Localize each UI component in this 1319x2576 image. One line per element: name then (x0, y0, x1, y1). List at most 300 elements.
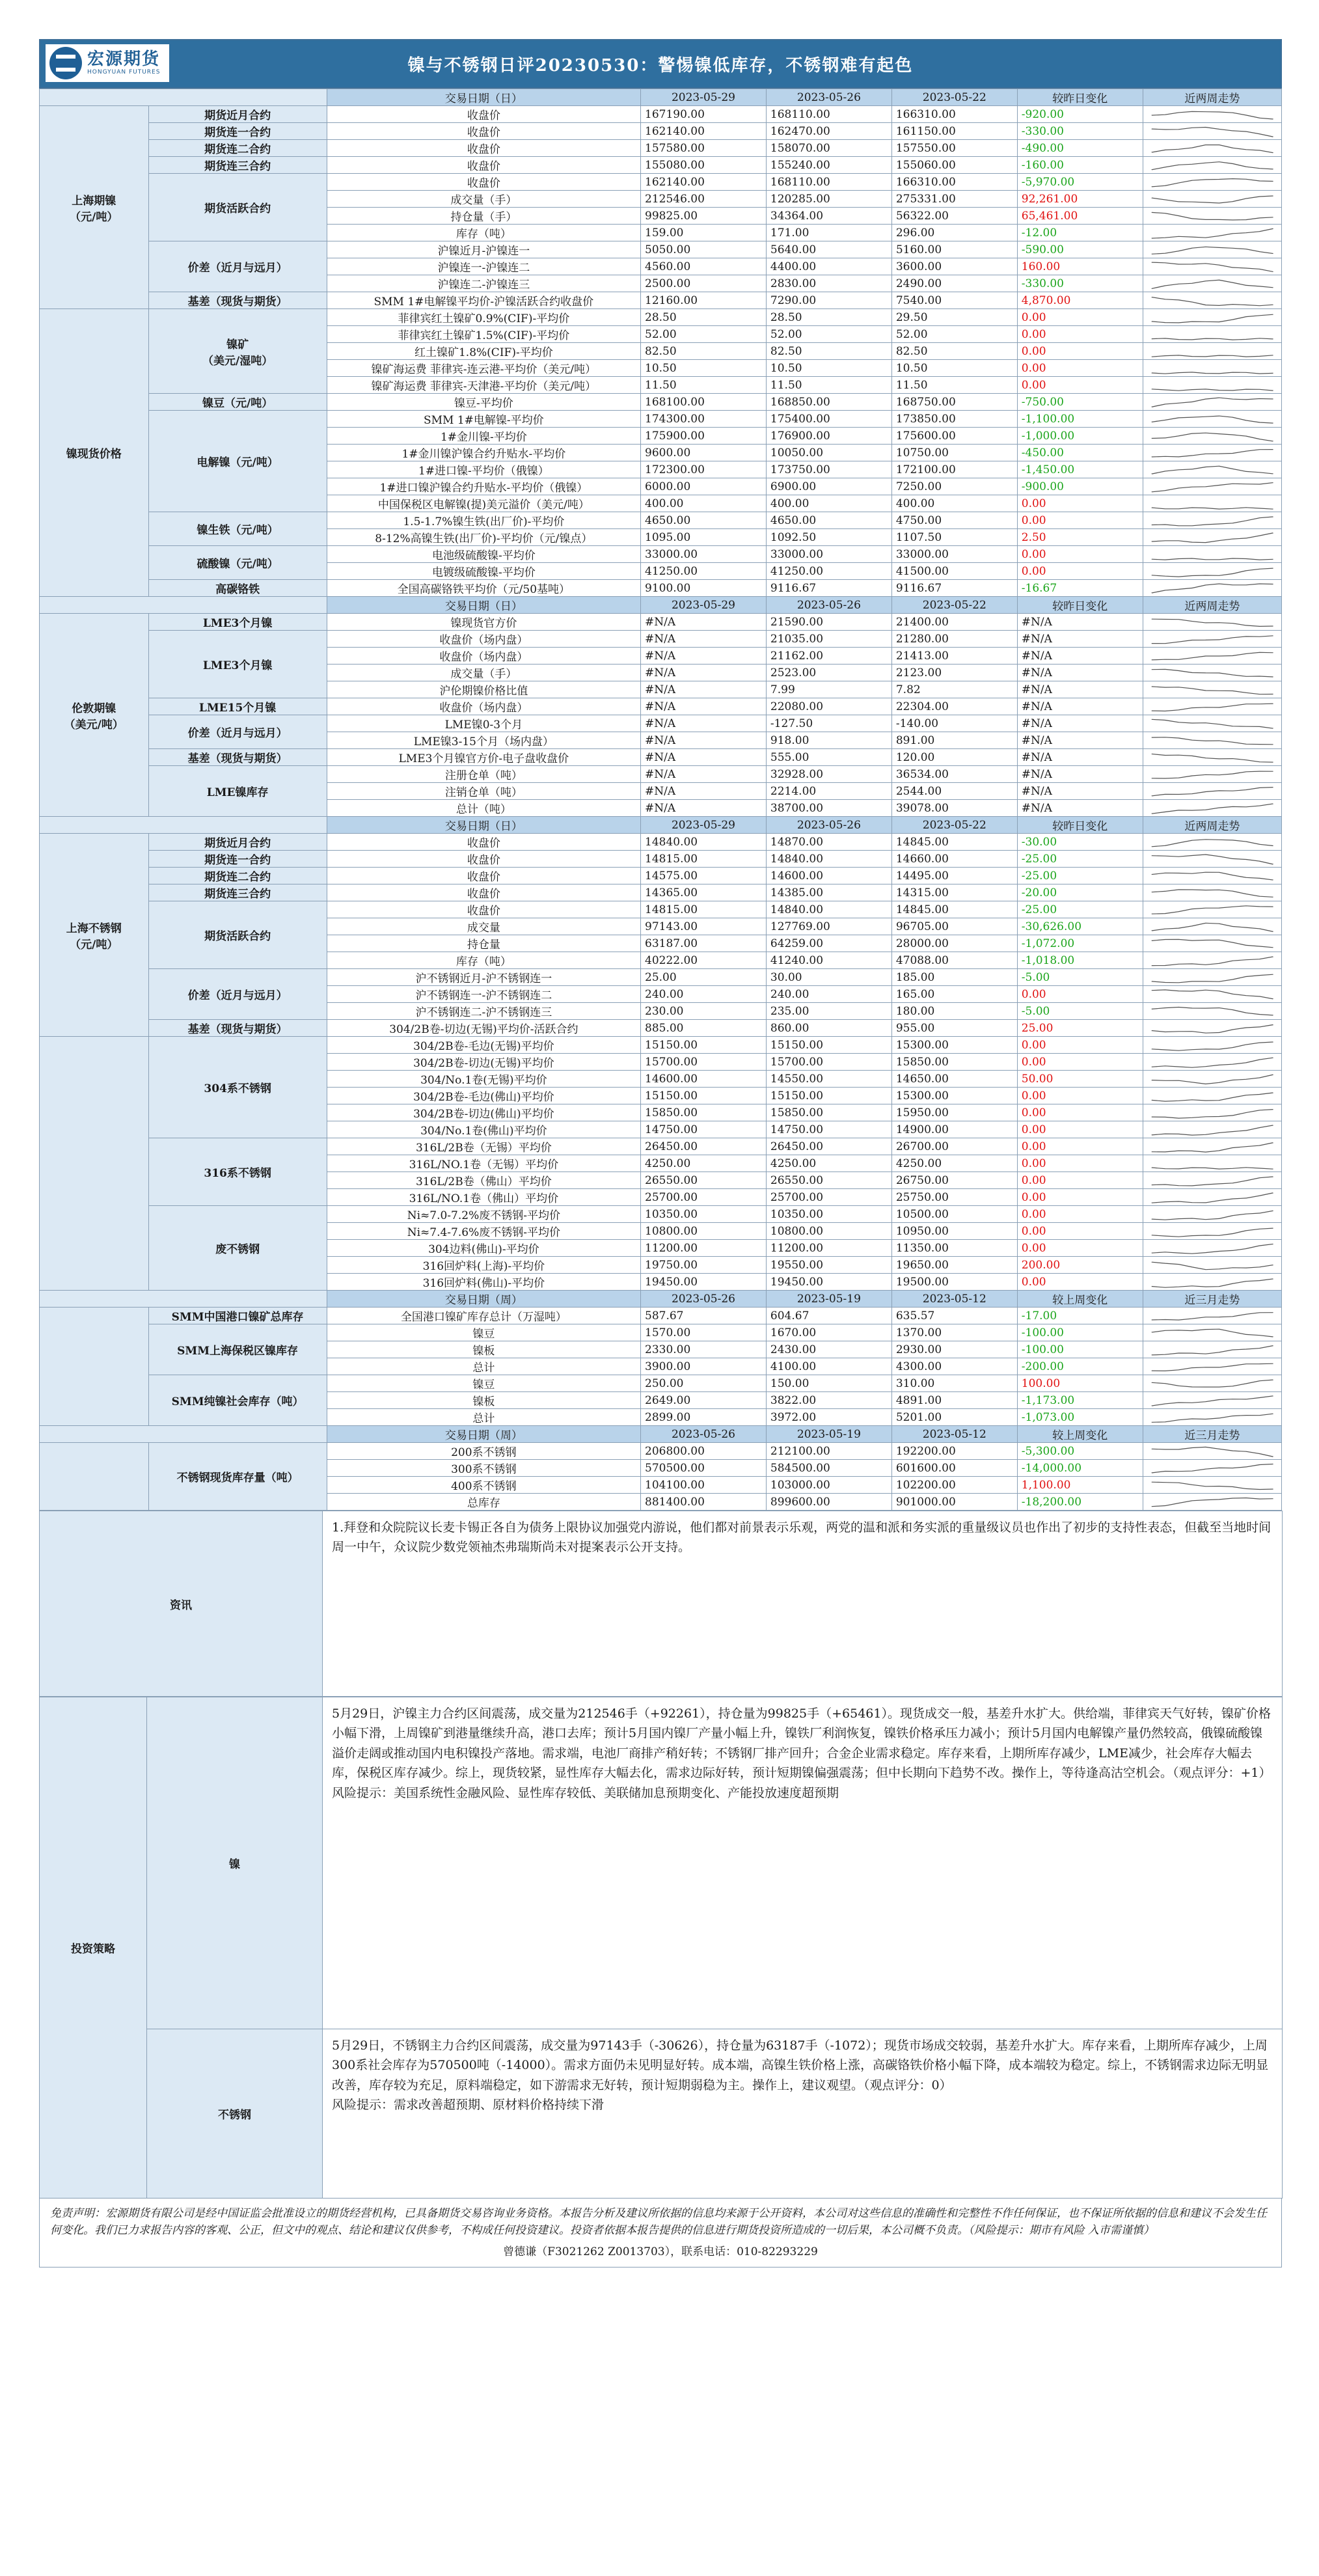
table-header-row (40, 597, 1282, 614)
value-cell: 4891.00 (891, 1392, 1017, 1409)
trend-sparkline (1143, 377, 1281, 394)
value-cell: 899600.00 (766, 1494, 891, 1511)
trend-sparkline (1143, 191, 1281, 208)
value-cell: 310.00 (891, 1375, 1017, 1392)
strategy-stainless-label: 不锈钢 (147, 2029, 323, 2199)
category-label: 304系不锈钢 (148, 1037, 327, 1138)
change-cell: 0.00 (1017, 326, 1143, 343)
item-name: 持仓量 (327, 935, 640, 952)
value-cell: 881400.00 (641, 1494, 767, 1511)
value-cell: 11.50 (891, 377, 1017, 394)
value-cell: 120285.00 (766, 191, 891, 208)
value-cell: 15150.00 (766, 1037, 891, 1054)
group-label: 上海期镍 （元/吨） (40, 106, 149, 309)
trend-sparkline (1143, 1494, 1281, 1511)
logo-icon (49, 47, 82, 79)
value-cell: 172100.00 (891, 461, 1017, 478)
value-cell: -127.50 (766, 715, 891, 732)
table-row (40, 631, 1282, 648)
disclaimer: 免责声明：宏源期货有限公司是经中国证监会批准设立的期货经营机构，已具备期货交易咨询业务资格。本报告分析及建议所依据的信息均来源于公开资料，本公司对这些信息的准确性和完整性不作任何保证，也不保证所依据的信息和建议不会发生任何变化。我们已力求报告内容的客观、公正，但文中的观点、结论和建议仅供参考，不构成任何投资建议。投资者依据本报告提供的信息进行期货投资所造成的一切后果，本公司概不负责。（风险提示：期市有风险 入市需谨慎） (50, 2207, 1267, 2238)
change-cell: 0.00 (1017, 1240, 1143, 1257)
change-cell: 0.00 (1017, 1037, 1143, 1054)
change-cell: -5.00 (1017, 969, 1143, 986)
value-cell: 28.50 (641, 309, 767, 326)
change-cell: #N/A (1017, 800, 1143, 817)
trend-sparkline (1143, 851, 1281, 868)
value-cell: 167190.00 (641, 106, 767, 123)
table-row (40, 546, 1282, 563)
value-cell: 3972.00 (766, 1409, 891, 1426)
trend-sparkline (1143, 766, 1281, 783)
value-cell: 6900.00 (766, 478, 891, 495)
change-cell: 0.00 (1017, 343, 1143, 360)
item-name: 沪镍连一-沪镍连二 (327, 258, 640, 275)
value-cell: 63187.00 (641, 935, 767, 952)
value-cell: 1107.50 (891, 529, 1017, 546)
change-cell: -25.00 (1017, 851, 1143, 868)
value-cell: 99825.00 (641, 208, 767, 225)
group-label: 镍现货价格 (40, 309, 149, 597)
value-cell: 1370.00 (891, 1324, 1017, 1341)
value-cell: 9100.00 (641, 580, 767, 597)
value-cell: 21400.00 (891, 614, 1017, 631)
trend-sparkline (1143, 563, 1281, 580)
header-cell: 2023-05-19 (766, 1291, 891, 1308)
value-cell: 2830.00 (766, 275, 891, 292)
value-cell: 10.50 (766, 360, 891, 377)
value-cell: 9116.67 (766, 580, 891, 597)
change-cell: 0.00 (1017, 1138, 1143, 1155)
value-cell: 14660.00 (891, 851, 1017, 868)
category-label: 期货活跃合约 (148, 901, 327, 969)
change-cell: -920.00 (1017, 106, 1143, 123)
strategy-nickel-text: 5月29日，沪镍主力合约区间震荡，成交量为212546手（+92261），持仓量为99825手（+65461）。现货成交一般，基差升水扩大。供给端，菲律宾天气好转，镍矿价格小幅下滑，上周镍矿到港量继续升高，港口去库；预计5月国内镍厂产量小幅上升，镍铁厂利润恢复，镍铁价格承压力减小；预计5月国内电解镍产量仍然较高，俄镍硫酸镍溢价走阔或推动国内电积镍投产落地。需求端，电池厂商排产稍好转；不锈钢厂排产回升；合金企业需求稳定。库存来看，上期所库存减少，LME减少，社会库存大幅去库，保税区库存减少。综上，现货较紧，显性库存大幅去化，需求边际好转，预计短期镍偏强震荡；但中长期向下趋势不改。操作上，等待逢高沽空机会。（观点评分：+1） 风险提示：美国系统性金融风险、显性库存较低、美联储加息预期变化、产能投放速度超预期 (323, 1697, 1283, 2029)
change-cell: 0.00 (1017, 1121, 1143, 1138)
item-name: 316L/NO.1卷（佛山）平均价 (327, 1189, 640, 1206)
trend-sparkline (1143, 986, 1281, 1003)
value-cell: 172300.00 (641, 461, 767, 478)
change-cell: -18,200.00 (1017, 1494, 1143, 1511)
change-cell: 1,100.00 (1017, 1477, 1143, 1494)
value-cell: 161150.00 (891, 123, 1017, 140)
value-cell: 26450.00 (641, 1138, 767, 1155)
value-cell: 250.00 (641, 1375, 767, 1392)
trend-sparkline (1143, 1003, 1281, 1020)
value-cell: 4560.00 (641, 258, 767, 275)
value-cell: 14815.00 (641, 901, 767, 918)
header-cell: 近三月走势 (1143, 1426, 1281, 1443)
trend-sparkline (1143, 580, 1281, 597)
value-cell: 64259.00 (766, 935, 891, 952)
header-cell: 2023-05-22 (891, 89, 1017, 106)
trend-sparkline (1143, 309, 1281, 326)
trend-sparkline (1143, 1257, 1281, 1274)
table-row (40, 851, 1282, 868)
value-cell: 14840.00 (766, 851, 891, 868)
trend-sparkline (1143, 1308, 1281, 1324)
value-cell: 21590.00 (766, 614, 891, 631)
header-cell: 2023-05-29 (641, 817, 767, 834)
header-cell: 较上周变化 (1017, 1426, 1143, 1443)
trend-sparkline (1143, 428, 1281, 445)
value-cell: #N/A (641, 698, 767, 715)
change-cell: 0.00 (1017, 1104, 1143, 1121)
change-cell: #N/A (1017, 681, 1143, 698)
value-cell: 4650.00 (766, 512, 891, 529)
trend-sparkline (1143, 512, 1281, 529)
value-cell: 5160.00 (891, 241, 1017, 258)
trend-sparkline (1143, 529, 1281, 546)
value-cell: 15150.00 (641, 1037, 767, 1054)
value-cell: 165.00 (891, 986, 1017, 1003)
table-row (40, 766, 1282, 783)
change-cell: -200.00 (1017, 1358, 1143, 1375)
category-label: SMM中国港口镍矿总库存 (148, 1308, 327, 1324)
value-cell: #N/A (641, 783, 767, 800)
value-cell: 25750.00 (891, 1189, 1017, 1206)
category-label: LME镍库存 (148, 766, 327, 817)
header-cell: 2023-05-19 (766, 1426, 891, 1443)
value-cell: 96705.00 (891, 918, 1017, 935)
table-row (40, 241, 1282, 258)
trend-sparkline (1143, 546, 1281, 563)
trend-sparkline (1143, 800, 1281, 817)
header-cell: 交易日期（日） (327, 89, 640, 106)
value-cell: 41250.00 (641, 563, 767, 580)
value-cell: 15850.00 (766, 1104, 891, 1121)
table-row (40, 1020, 1282, 1037)
value-cell: 14365.00 (641, 884, 767, 901)
change-cell: -12.00 (1017, 225, 1143, 241)
trend-sparkline (1143, 1071, 1281, 1088)
value-cell: 14900.00 (891, 1121, 1017, 1138)
item-name: 成交量（手） (327, 665, 640, 681)
change-cell: #N/A (1017, 732, 1143, 749)
change-cell: 0.00 (1017, 1155, 1143, 1172)
item-name: 总计（吨） (327, 800, 640, 817)
value-cell: 166310.00 (891, 106, 1017, 123)
value-cell: 22080.00 (766, 698, 891, 715)
header-cell: 2023-05-12 (891, 1291, 1017, 1308)
value-cell: 102200.00 (891, 1477, 1017, 1494)
value-cell: 11350.00 (891, 1240, 1017, 1257)
table-row (40, 512, 1282, 529)
value-cell: 7290.00 (766, 292, 891, 309)
change-cell: -490.00 (1017, 140, 1143, 157)
item-name: 304/No.1卷(佛山)平均价 (327, 1121, 640, 1138)
change-cell: -1,073.00 (1017, 1409, 1143, 1426)
value-cell: 11200.00 (641, 1240, 767, 1257)
value-cell: 885.00 (641, 1020, 767, 1037)
item-name: 收盘价 (327, 884, 640, 901)
trend-sparkline (1143, 123, 1281, 140)
change-cell: -1,100.00 (1017, 411, 1143, 428)
value-cell: 10800.00 (641, 1223, 767, 1240)
category-label: 基差（现货与期货） (148, 1020, 327, 1037)
category-label: 价差（近月与远月） (148, 969, 327, 1020)
change-cell: -1,173.00 (1017, 1392, 1143, 1409)
item-name: 收盘价 (327, 157, 640, 174)
value-cell: 175900.00 (641, 428, 767, 445)
table-row (40, 1443, 1282, 1460)
value-cell: 33000.00 (641, 546, 767, 563)
value-cell: 5050.00 (641, 241, 767, 258)
value-cell: 570500.00 (641, 1460, 767, 1477)
item-name: 库存（吨） (327, 952, 640, 969)
value-cell: 11.50 (766, 377, 891, 394)
value-cell: 19750.00 (641, 1257, 767, 1274)
trend-sparkline (1143, 1375, 1281, 1392)
value-cell: 38700.00 (766, 800, 891, 817)
item-name: 304边料(佛山)-平均价 (327, 1240, 640, 1257)
value-cell: 2490.00 (891, 275, 1017, 292)
item-name: 304/2B卷-切边(无锡)平均价 (327, 1054, 640, 1071)
change-cell: 65,461.00 (1017, 208, 1143, 225)
value-cell: 26700.00 (891, 1138, 1017, 1155)
header-blank (40, 597, 327, 614)
value-cell: 14575.00 (641, 868, 767, 884)
table-row (40, 157, 1282, 174)
change-cell: -25.00 (1017, 868, 1143, 884)
value-cell: 2523.00 (766, 665, 891, 681)
value-cell: 41250.00 (766, 563, 891, 580)
value-cell: 21280.00 (891, 631, 1017, 648)
table-row (40, 834, 1282, 851)
change-cell: -450.00 (1017, 445, 1143, 461)
category-label: 电解镍（元/吨） (148, 411, 327, 512)
item-name: 收盘价 (327, 851, 640, 868)
value-cell: 39078.00 (891, 800, 1017, 817)
table-row (40, 309, 1282, 326)
trend-sparkline (1143, 935, 1281, 952)
item-name: 1#金川镍-平均价 (327, 428, 640, 445)
category-label: 镍豆（元/吨） (148, 394, 327, 411)
change-cell: 0.00 (1017, 309, 1143, 326)
value-cell: 2330.00 (641, 1341, 767, 1358)
value-cell: 2899.00 (641, 1409, 767, 1426)
trend-sparkline (1143, 648, 1281, 665)
change-cell: -160.00 (1017, 157, 1143, 174)
table-row (40, 123, 1282, 140)
value-cell: 4250.00 (641, 1155, 767, 1172)
item-name: 304/2B卷-切边(无锡)平均价-活跃合约 (327, 1020, 640, 1037)
item-name: 持仓量（手） (327, 208, 640, 225)
value-cell: 33000.00 (766, 546, 891, 563)
item-name: 收盘价（场内盘） (327, 631, 640, 648)
category-label: 期货连一合约 (148, 851, 327, 868)
value-cell: #N/A (641, 648, 767, 665)
category-label: 期货近月合约 (148, 106, 327, 123)
table-header-row (40, 817, 1282, 834)
value-cell: 2930.00 (891, 1341, 1017, 1358)
change-cell: -1,018.00 (1017, 952, 1143, 969)
category-label: 硫酸镍（元/吨） (148, 546, 327, 580)
value-cell: #N/A (641, 749, 767, 766)
value-cell: 4100.00 (766, 1358, 891, 1375)
value-cell: 212100.00 (766, 1443, 891, 1460)
value-cell: 104100.00 (641, 1477, 767, 1494)
header-cell: 近两周走势 (1143, 817, 1281, 834)
trend-sparkline (1143, 1088, 1281, 1104)
trend-sparkline (1143, 1104, 1281, 1121)
value-cell: 150.00 (766, 1375, 891, 1392)
trend-sparkline (1143, 868, 1281, 884)
value-cell: 36534.00 (891, 766, 1017, 783)
value-cell: 175600.00 (891, 428, 1017, 445)
value-cell: 4400.00 (766, 258, 891, 275)
value-cell: 159.00 (641, 225, 767, 241)
header-cell: 2023-05-12 (891, 1426, 1017, 1443)
value-cell: 1670.00 (766, 1324, 891, 1341)
item-name: 收盘价 (327, 834, 640, 851)
category-label: SMM纯镍社会库存（吨） (148, 1375, 327, 1426)
trend-sparkline (1143, 1155, 1281, 1172)
table-header-row (40, 89, 1282, 106)
item-name: 红土镍矿1.8%(CIF)-平均价 (327, 343, 640, 360)
value-cell: 26550.00 (641, 1172, 767, 1189)
item-name: LME镍0-3个月 (327, 715, 640, 732)
category-label: 价差（近月与远月） (148, 241, 327, 292)
text-table (39, 1511, 1283, 1697)
value-cell: 173750.00 (766, 461, 891, 478)
change-cell: #N/A (1017, 749, 1143, 766)
header-cell: 近三月走势 (1143, 1291, 1281, 1308)
value-cell: 40222.00 (641, 952, 767, 969)
item-name: 镍矿海运费 菲律宾-天津港-平均价（美元/吨） (327, 377, 640, 394)
category-label: 基差（现货与期货） (148, 749, 327, 766)
value-cell: 4250.00 (766, 1155, 891, 1172)
header-cell: 交易日期（日） (327, 597, 640, 614)
value-cell: #N/A (641, 732, 767, 749)
header-cell: 2023-05-29 (641, 597, 767, 614)
category-label: 镍生铁（元/吨） (148, 512, 327, 546)
value-cell: 158070.00 (766, 140, 891, 157)
value-cell: 21162.00 (766, 648, 891, 665)
trend-sparkline (1143, 614, 1281, 631)
table-header-row (40, 1291, 1282, 1308)
item-name: SMM 1#电解镍-平均价 (327, 411, 640, 428)
value-cell: 14600.00 (766, 868, 891, 884)
change-cell: -1,450.00 (1017, 461, 1143, 478)
trend-sparkline (1143, 1274, 1281, 1291)
value-cell: 19450.00 (766, 1274, 891, 1291)
strategy-nickel-label: 镍 (147, 1697, 323, 2029)
value-cell: 10950.00 (891, 1223, 1017, 1240)
trend-sparkline (1143, 1392, 1281, 1409)
value-cell: #N/A (641, 800, 767, 817)
value-cell: 41500.00 (891, 563, 1017, 580)
value-cell: 15950.00 (891, 1104, 1017, 1121)
table-row (40, 1324, 1282, 1341)
item-name: 304/2B卷-毛边(佛山)平均价 (327, 1088, 640, 1104)
item-name: 中国保税区电解镍(提)美元溢价（美元/吨） (327, 495, 640, 512)
change-cell: -590.00 (1017, 241, 1143, 258)
change-cell: -1,072.00 (1017, 935, 1143, 952)
change-cell: -100.00 (1017, 1324, 1143, 1341)
value-cell: 955.00 (891, 1020, 1017, 1037)
change-cell: -30.00 (1017, 834, 1143, 851)
category-label: 废不锈钢 (148, 1206, 327, 1291)
value-cell: 5640.00 (766, 241, 891, 258)
report-title: 镍与不锈钢日评20230530：警惕镍低库存，不锈钢难有起色 (407, 55, 914, 75)
value-cell: -140.00 (891, 715, 1017, 732)
item-name: 收盘价（场内盘） (327, 648, 640, 665)
table-row (40, 698, 1282, 715)
value-cell: 103000.00 (766, 1477, 891, 1494)
category-label: SMM上海保税区镍库存 (148, 1324, 327, 1375)
value-cell: 82.50 (641, 343, 767, 360)
item-name: 菲律宾红土镍矿0.9%(CIF)-平均价 (327, 309, 640, 326)
trend-sparkline (1143, 1409, 1281, 1426)
trend-sparkline (1143, 326, 1281, 343)
trend-sparkline (1143, 1324, 1281, 1341)
table-row (40, 614, 1282, 631)
header-cell: 交易日期（周） (327, 1426, 640, 1443)
change-cell: 0.00 (1017, 546, 1143, 563)
trend-sparkline (1143, 157, 1281, 174)
header-cell: 2023-05-22 (891, 597, 1017, 614)
trend-sparkline (1143, 411, 1281, 428)
item-name: 镍板 (327, 1341, 640, 1358)
category-label: LME15个月镍 (148, 698, 327, 715)
value-cell: 212546.00 (641, 191, 767, 208)
value-cell: 14600.00 (641, 1071, 767, 1088)
item-name: 316L/2B卷（佛山）平均价 (327, 1172, 640, 1189)
change-cell: -30,626.00 (1017, 918, 1143, 935)
change-cell: 0.00 (1017, 563, 1143, 580)
change-cell: #N/A (1017, 665, 1143, 681)
item-name: 镍豆 (327, 1375, 640, 1392)
header-cell: 近两周走势 (1143, 89, 1281, 106)
item-name: 200系不锈钢 (327, 1443, 640, 1460)
item-name: 菲律宾红土镍矿1.5%(CIF)-平均价 (327, 326, 640, 343)
group-label: 伦敦期镍 （美元/吨） (40, 614, 149, 817)
change-cell: 0.00 (1017, 495, 1143, 512)
value-cell: 11200.00 (766, 1240, 891, 1257)
trend-sparkline (1143, 631, 1281, 648)
trend-sparkline (1143, 749, 1281, 766)
category-label: 期货活跃合约 (148, 174, 327, 241)
report-page (39, 39, 1282, 2268)
value-cell: 28000.00 (891, 935, 1017, 952)
value-cell: 2430.00 (766, 1341, 891, 1358)
item-name: Ni≈7.0-7.2%废不锈钢-平均价 (327, 1206, 640, 1223)
item-name: 1.5-1.7%镍生铁(出厂价)-平均价 (327, 512, 640, 529)
value-cell: #N/A (641, 681, 767, 698)
value-cell: 26450.00 (766, 1138, 891, 1155)
value-cell: 25700.00 (641, 1189, 767, 1206)
value-cell: 14815.00 (641, 851, 767, 868)
table-row (40, 106, 1282, 123)
table-header-row (40, 1426, 1282, 1443)
trend-sparkline (1143, 1020, 1281, 1037)
item-name: 8-12%高镍生铁(出厂价)-平均价（元/镍点） (327, 529, 640, 546)
change-cell: 2.50 (1017, 529, 1143, 546)
value-cell: 240.00 (641, 986, 767, 1003)
table-row (40, 1206, 1282, 1223)
trend-sparkline (1143, 174, 1281, 191)
value-cell: 157550.00 (891, 140, 1017, 157)
value-cell: 166310.00 (891, 174, 1017, 191)
value-cell: 10.50 (641, 360, 767, 377)
value-cell: 30.00 (766, 969, 891, 986)
item-name: 收盘价 (327, 174, 640, 191)
group-label (40, 1443, 149, 1511)
value-cell: 162140.00 (641, 123, 767, 140)
contact-info: 曾德谦（F3021262 Z0013703），联系电话：010-82293229 (503, 2245, 818, 2258)
item-name: 304/No.1卷(无锡)平均价 (327, 1071, 640, 1088)
value-cell: 21035.00 (766, 631, 891, 648)
